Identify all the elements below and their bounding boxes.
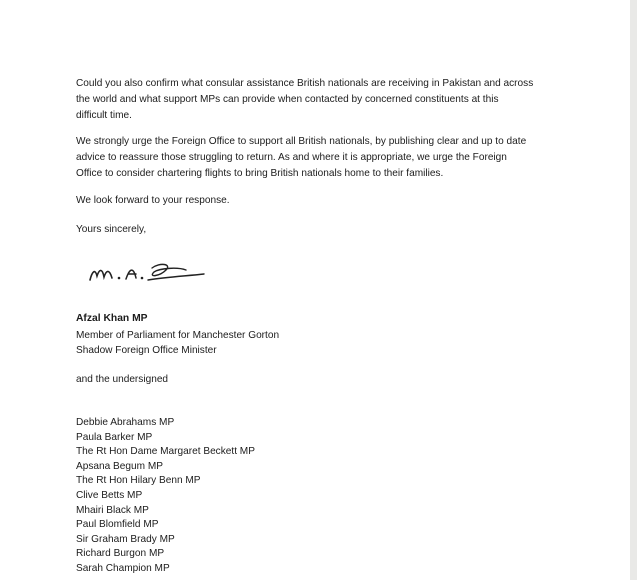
signatory-role: Shadow Foreign Office Minister	[76, 345, 217, 356]
text-line: We strongly urge the Foreign Office to support all British nationals, by publishing clear and up to date	[76, 136, 527, 147]
text-line: difficult time.	[76, 110, 132, 121]
signatory-role: Member of Parliament for Manchester Gorton	[76, 330, 280, 341]
text-line: advice to reassure those struggling to return. As and where it is appropriate, we urge the Foreign	[76, 152, 507, 163]
page-edge-shadow	[630, 0, 637, 580]
list-item: The Rt Hon Dame Margaret Beckett MP	[76, 446, 255, 458]
list-item: The Rt Hon Hilary Benn MP	[76, 475, 201, 487]
paragraph-urge-foreign-office	[76, 134, 596, 182]
signatory-name: Afzal Khan MP	[76, 313, 148, 324]
valediction	[76, 222, 596, 238]
list-item: Paul Blomfield MP	[76, 519, 159, 531]
list-item: Debbie Abrahams MP	[76, 417, 175, 428]
text-line: Could you also confirm what consular assistance British nationals are receiving in Pakistan and across	[76, 78, 534, 89]
list-item: Sir Graham Brady MP	[76, 533, 175, 545]
list-item: Richard Burgon MP	[76, 548, 165, 560]
text-line: Office to consider chartering flights to bring British nationals home to their families.	[76, 168, 444, 179]
closing-line-text: We look forward to your response.	[76, 195, 230, 206]
paragraph-consular-assistance	[76, 76, 596, 124]
list-item: Sarah Champion MP	[76, 562, 170, 574]
handwritten-signature	[86, 250, 216, 290]
undersigned-note: and the undersigned	[76, 374, 169, 385]
closing-line	[76, 193, 596, 209]
undersigned-members-list	[76, 416, 255, 577]
list-item: Clive Betts MP	[76, 489, 143, 501]
list-item: Mhairi Black MP	[76, 504, 149, 516]
list-item: Apsana Begum MP	[76, 460, 163, 472]
valediction-text: Yours sincerely,	[76, 224, 147, 235]
text-line: the world and what support MPs can provide when contacted by concerned constituents at this	[76, 94, 499, 105]
list-item: Paula Barker MP	[76, 431, 153, 443]
